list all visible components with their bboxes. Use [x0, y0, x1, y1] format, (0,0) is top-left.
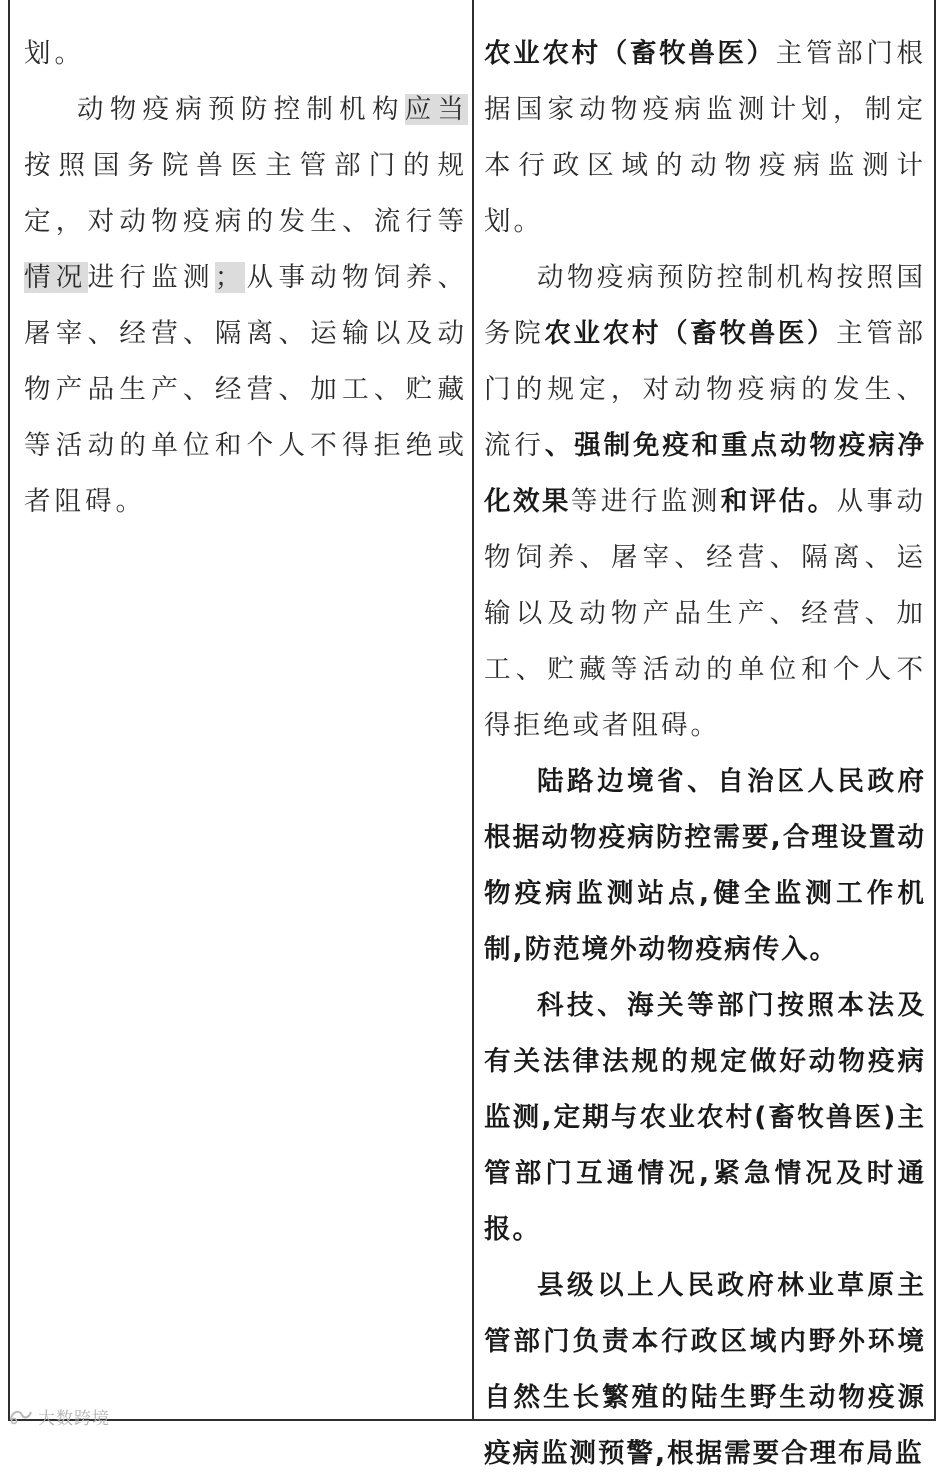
highlight-qingkuang: 情况: [24, 262, 88, 293]
right-p2-text-e: 等进行监测: [570, 486, 721, 517]
bold-agri-rural-2: 农业农村（畜牧兽医）: [544, 318, 837, 349]
brand-logo-icon: [8, 1406, 34, 1426]
right-paragraph-2: [484, 250, 926, 754]
bold-and-evaluate: 和评估。: [720, 486, 837, 517]
highlight-semicolon: ；: [214, 262, 246, 293]
right-p1-text-b: 主管部门根据国家动物疫病监测计划，制定本行政区域的动物疫病监测计划。: [484, 38, 927, 237]
right-paragraph-5-forestry: 县级以上人民政府林业草原主管部门负责本行政区域内野外环境自然生长繁殖的陆生野生动物疫源疫病监测预警,根据需要合理布局监: [484, 1270, 926, 1469]
left-column-old-text: [24, 26, 468, 530]
left-p2-text-a: 动物疫病预防控制机构: [77, 94, 405, 125]
watermark: [8, 1404, 110, 1428]
right-paragraph-1: [484, 26, 926, 250]
right-column-new-text: [484, 26, 926, 1482]
left-paragraph-2: [24, 82, 468, 530]
column-divider: [472, 0, 474, 1421]
left-p2-text-e: 进行监测: [87, 262, 215, 293]
right-p2-text-g: 从事动物饲养、屠宰、经营、隔离、运输以及动物产品生产、经营、加工、贮藏等活动的单位和个人不得拒绝或者阻碍。: [484, 486, 927, 741]
left-p2-text-c: 按照国务院兽医主管部门的规定，对动物疫病的发生、流行等: [24, 150, 468, 237]
left-paragraph-1: 划。: [24, 38, 85, 69]
bold-immunization-effect: 、强制免疫和重点动物疫病净化效果: [484, 430, 927, 517]
highlight-yingdang: 应当: [404, 94, 469, 125]
bold-agri-rural: 农业农村（畜牧兽医）: [484, 38, 776, 69]
right-p2-text-c: 主管部门的规定，对动物疫病的发生、流行: [484, 318, 927, 461]
left-p2-text-g: 从事动物饲养、屠宰、经营、隔离、运输以及动物产品生产、经营、加工、贮藏等活动的单位和个人不得拒绝或者阻碍。: [24, 262, 469, 517]
watermark-text: 大数跨境: [38, 1408, 110, 1429]
right-paragraph-3-border-provinces: 陆路边境省、自治区人民政府根据动物疫病防控需要,合理设置动物疫病监测站点,健全监测工作机制,防范境外动物疫病传入。: [484, 766, 926, 965]
right-paragraph-4-customs: 科技、海关等部门按照本法及有关法律法规的规定做好动物疫病监测,定期与农业农村(畜牧兽医)主管部门互通情况,紧急情况及时通报。: [484, 990, 926, 1245]
right-p2-text-a: 动物疫病预防控制机构按照国务院: [484, 262, 926, 349]
